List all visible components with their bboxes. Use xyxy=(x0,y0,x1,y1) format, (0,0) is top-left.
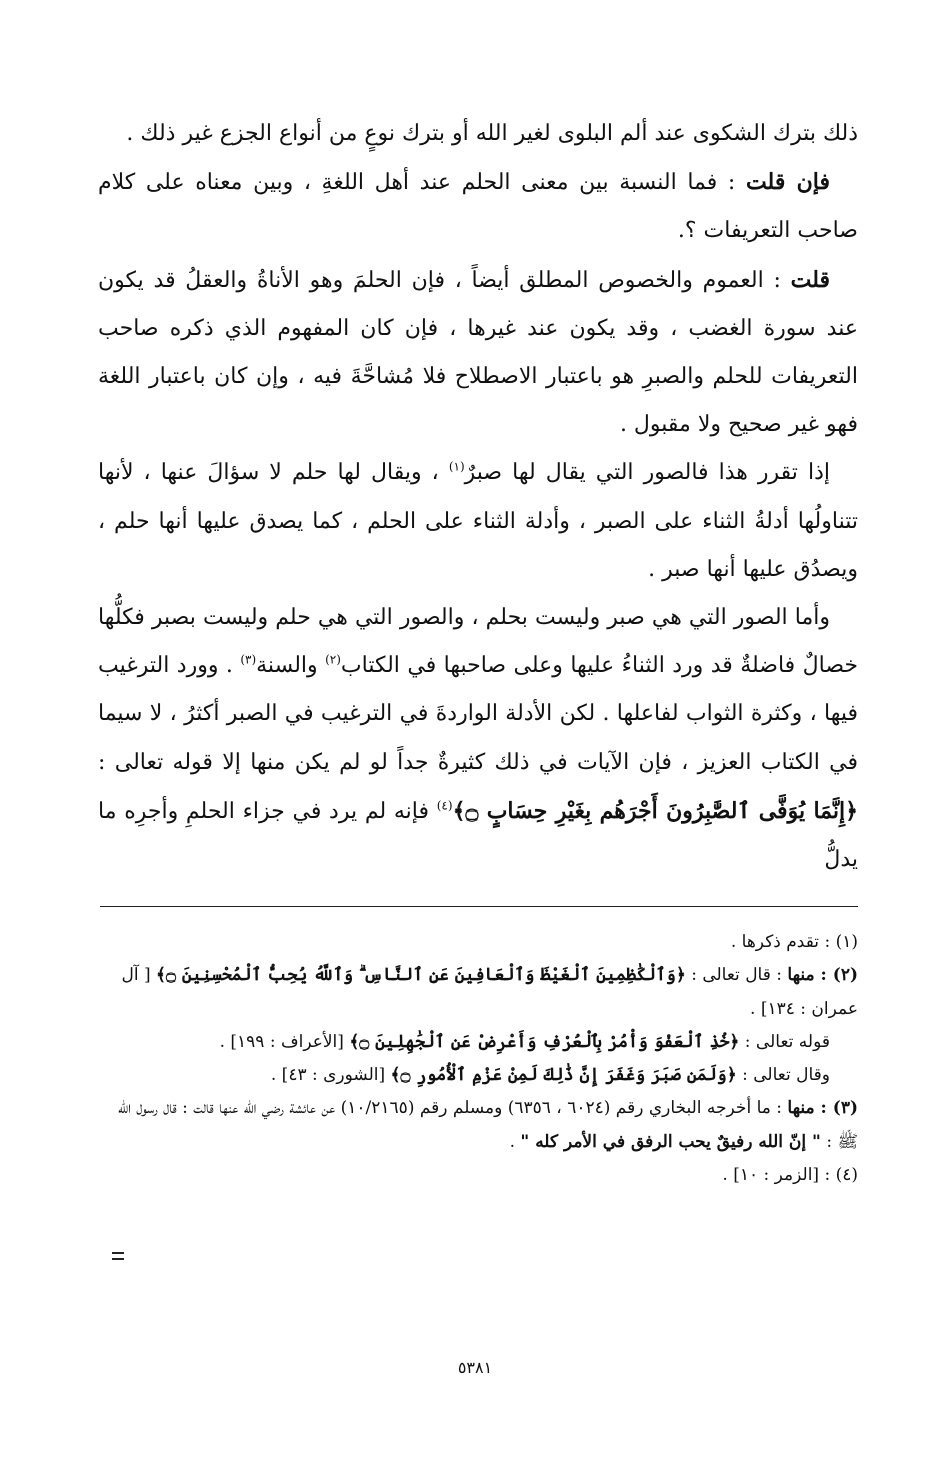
paragraph-2 xyxy=(98,158,858,255)
footnote-4 xyxy=(98,1159,858,1192)
paragraph-5-text-d: فإنه لم يرد في جزاء الحلمِ وأجرِه ما يدلُّ xyxy=(98,798,858,873)
paragraph-5-text-b: والسنة xyxy=(256,653,326,679)
footnote-2 xyxy=(98,959,858,1026)
paragraph-2-text: : فما النسبة بين معنى الحلم عند أهل اللغةِ ، وبين معناه على كلام صاحب التعريفات ؟. xyxy=(98,170,858,244)
paragraph-1 xyxy=(98,110,858,158)
paragraph-4-text-a: إذا تقرر هذا فالصور التي يقال لها صبرٌ xyxy=(464,460,831,486)
paragraph-4-text-b: ، ويقال لها حلم لا سؤالَ عنها ، لأنها تتناولُها أدلةُ الثناء على الصبر ، وأدلة الثناء على الحلم ، كما يصدق عليها أنها حلم ، ويصدُق عليها أنها صبر . xyxy=(98,460,858,582)
footnote-1-text: (١) : تقدم ذكرها . xyxy=(730,932,858,952)
footnote-ref-3: (٣) xyxy=(240,652,257,667)
footnote-2b-text: قوله تعالى : xyxy=(739,1031,830,1052)
footnote-1 xyxy=(98,926,858,959)
paragraph-4 xyxy=(98,449,858,594)
footnote-3-end: . xyxy=(509,1131,521,1152)
paragraph-5-text-a: وأما الصور التي هي صبر وليست بحلم ، والصور التي هي حلم وليست بصبر فكلُّها خصالٌ فاضلةٌ قد ورد الثناءُ عليها وعلى صاحبها في الكتاب xyxy=(98,605,858,679)
footnote-3-hadith: " إنّ الله رفيقٌ يحب الرفق في الأمر كله " xyxy=(520,1131,821,1152)
footnote-2c-text: وقال تعالى : xyxy=(736,1065,830,1086)
footnote-ref-1: (١) xyxy=(448,460,465,475)
footnote-3 xyxy=(98,1092,858,1159)
page-number: ٥٣٨١ xyxy=(457,1358,493,1377)
quran-verse: ﴿إِنَّمَا يُوَفَّى ٱلصَّٰبِرُونَ أَجْرَهُم بِغَيْرِ حِسَابٍ ۝﴾ xyxy=(452,797,858,824)
continuation-mark xyxy=(112,1252,124,1254)
answer-label: قلت xyxy=(790,266,830,293)
footnote-2-verse: ﴿وَٱلْكَٰظِمِينَ ٱلْغَيْظَ وَٱلْعَافِينَ عَنِ ٱلنَّاسِ ۗ وَٱللَّهُ يُحِبُّ ٱلْمُحْسِنِينَ ۝﴾ xyxy=(156,965,686,986)
footnote-2c xyxy=(98,1059,858,1092)
paragraph-3 xyxy=(98,256,858,450)
footnote-3-label: (٣) : منها xyxy=(787,1098,858,1119)
footnote-2b-ref: [الأعراف : ١٩٩] . xyxy=(219,1031,350,1052)
main-text xyxy=(98,110,858,884)
footnote-2b xyxy=(98,1026,858,1059)
footnote-separator xyxy=(100,906,858,907)
footnote-ref-2: (٢) xyxy=(325,652,341,667)
footnote-3-text: : ما أخرجه البخاري رقم (٦٠٢٤ ، ٦٣٥٦) ومسلم رقم (١٠/٢١٦٥) عن عائشة رضي الله عنها قالت : قال رسول الله ﷺ : xyxy=(118,1098,858,1152)
footnote-2b-verse: ﴿خُذِ ٱلْعَفْوَ وَأْمُرْ بِٱلْعُرْفِ وَأَعْرِضْ عَنِ ٱلْجَٰهِلِينَ ۝﴾ xyxy=(349,1031,740,1052)
footnote-2c-verse: ﴿وَلَمَن صَبَرَ وَغَفَرَ إِنَّ ذَٰلِكَ لَمِنْ عَزْمِ ٱلْأُمُورِ ۝﴾ xyxy=(390,1065,737,1086)
paragraph-3-text: : العموم والخصوص المطلق أيضاً ، فإن الحلمَ وهو الأناةُ والعقلُ قد يكون عند سورة الغضب ، وقد يكون عند غيرها ، فإن كان المفهوم الذي ذكره صاحب التعريفات للحلم والصبرِ هو باعتبار الاصطلاح فلا مُشاحَّةَ فيه ، وإن كان باعتبار اللغة فهو غير صحيح ولا مقبول . xyxy=(98,267,858,438)
footnote-2-label: (٢) : منها xyxy=(787,965,858,986)
footnotes xyxy=(98,926,858,1192)
footnote-2c-ref: [الشورى : ٤٣] . xyxy=(270,1065,391,1086)
paragraph-1-text: ذلك بترك الشكوى عند ألم البلوى لغير الله أو بترك نوعٍ من أنواع الجزع غير ذلك . xyxy=(126,121,858,146)
paragraph-5-text-c: . وورد الترغيب فيها ، وكثرة الثواب لفاعلها . لكن الأدلة الواردةَ في الترغيب في الصبر أكثرُ ، لا سيما في الكتاب العزيز ، فإن الآيات في ذلك كثيرةٌ جداً لو لم يكن منها إلا قوله تعالى : xyxy=(98,653,858,775)
footnote-4-text: (٤) : [الزمر : ١٠] . xyxy=(722,1165,858,1186)
footnote-2-text: : قال تعالى : xyxy=(685,965,788,986)
footnote-2-ref: [ آل عمران : ١٣٤] . xyxy=(121,965,858,1019)
footnote-ref-4: (٤) xyxy=(436,798,453,813)
paragraph-5 xyxy=(98,594,858,884)
question-label: فإن قلت xyxy=(745,169,830,196)
